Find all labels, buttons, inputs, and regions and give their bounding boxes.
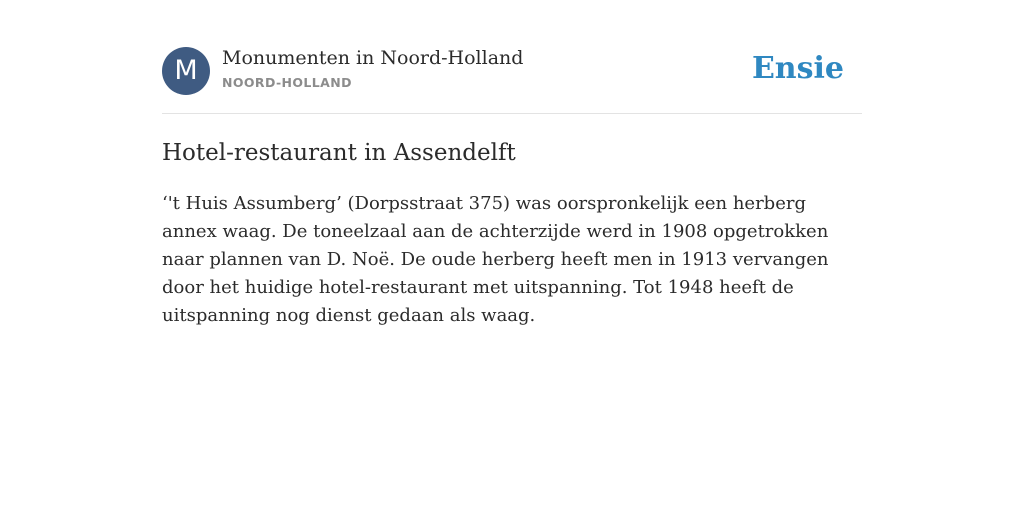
source-header bbox=[162, 46, 862, 96]
article-title: Hotel-restaurant in Assendelft bbox=[162, 140, 516, 166]
source-title[interactable]: Monumenten in Noord-Holland bbox=[222, 47, 524, 69]
source-subtitle[interactable]: NOORD-HOLLAND bbox=[222, 75, 352, 90]
article-body: ‘'t Huis Assumberg’ (Dorpsstraat 375) was oorspronkelijk een herberg annex waag. De toneelzaal aan de achterzijde werd in 1908 opgetrokken naar plannen van D. Noë. De oude herberg heeft men in 1913 vervangen door het huidige hotel-restaurant met uitspanning. Tot 1948 heeft de uitspanning nog dienst gedaan als waag. bbox=[162, 193, 829, 326]
header-divider bbox=[162, 113, 862, 114]
brand-logo[interactable]: Ensie bbox=[751, 51, 844, 86]
source-avatar[interactable]: M bbox=[162, 47, 210, 95]
